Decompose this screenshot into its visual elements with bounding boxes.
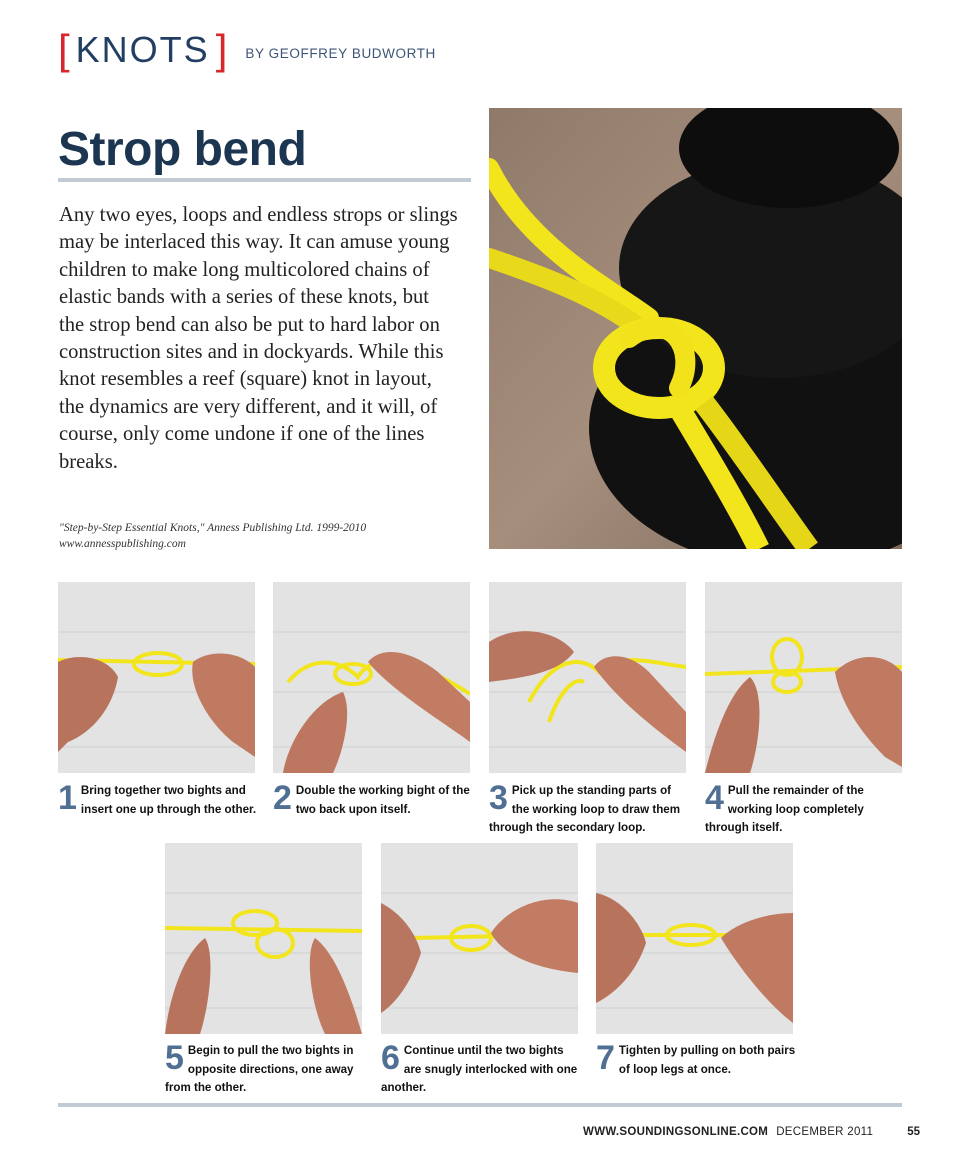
step-text: Tighten by pulling on both pairs of loop legs at once. [618,1044,796,1076]
step-text: Pick up the standing parts of the working loop to draw them through the secondary loop. [489,784,681,834]
step-text: Begin to pull the two bights in opposite directions, one away from the other. [165,1044,354,1094]
step-caption-1 [58,781,258,818]
step-number: 4 [705,779,724,817]
step-caption-3 [489,781,689,837]
step-caption-7 [596,1041,796,1078]
step-number: 2 [273,779,292,817]
title-rule [58,178,471,182]
bracket-close: ] [215,26,228,73]
step-text: Double the working bight of the two back upon itself. [295,784,470,816]
step-number: 1 [58,779,77,817]
article-title: Strop bend [58,123,307,176]
step-photo-7 [596,843,793,1034]
step-caption-2 [273,781,473,818]
footer-rule [58,1103,902,1107]
bracket-open: [ [58,26,70,73]
step-caption-6 [381,1041,581,1097]
section-label: KNOTS [75,29,210,70]
page-number: 55 [907,1126,920,1138]
step-photo-3 [489,582,686,773]
intro-paragraph: Any two eyes, loops and endless strops or slings may be interlaced this way. It can amuse young children to make long multicolored chains of elastic bands with a series of these knots, but the strop bend can also be put to hard labor on construction sites and in dockyards. While this knot resembles a reef (square) knot in layout, the dynamics are very different, and it will, of course, only come undone if one of the lines breaks. [59,204,458,473]
footer-site: WWW.SOUNDINGSONLINE.COM [583,1126,769,1138]
step-text: Pull the remainder of the working loop completely through itself. [705,784,864,834]
step-text: Bring together two bights and insert one up through the other. [80,784,257,816]
hero-photo [489,108,902,549]
byline: BY GEOFFREY BUDWORTH [245,45,436,61]
step-photo-4 [705,582,902,773]
credit-source: "Step-by-Step Essential Knots," Anness Publishing Ltd. 1999-2010 [59,522,367,534]
step-number: 5 [165,1039,184,1077]
credit-url: www.annesspublishing.com [59,538,186,550]
step-photo-6 [381,843,578,1034]
step-photo-2 [273,582,470,773]
step-caption-4 [705,781,905,837]
step-number: 7 [596,1039,615,1077]
step-photo-5 [165,843,362,1034]
step-number: 3 [489,779,508,817]
step-number: 6 [381,1039,400,1077]
page-footer [583,1126,920,1138]
footer-date: DECEMBER 2011 [776,1126,874,1138]
step-text: Continue until the two bights are snugly interlocked with one another. [381,1044,578,1094]
step-photo-1 [58,582,255,773]
photo-credit [59,520,459,552]
column-header [58,28,436,72]
step-caption-5 [165,1041,365,1097]
